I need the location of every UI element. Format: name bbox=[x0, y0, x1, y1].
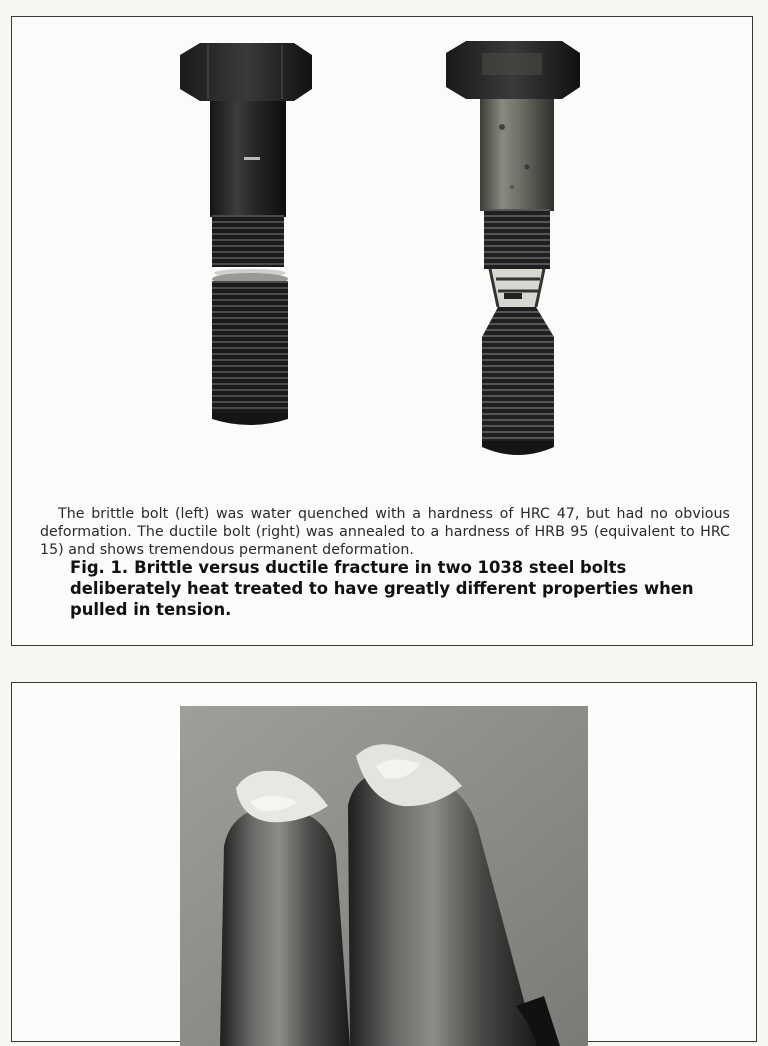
ductile-bolt bbox=[446, 41, 580, 455]
fractured-specimens-image bbox=[180, 706, 588, 1046]
figure-1-label: Fig. 1. bbox=[70, 558, 129, 577]
figure-1-photo bbox=[12, 17, 752, 487]
figure-2 bbox=[11, 682, 757, 1042]
brittle-bolt bbox=[180, 43, 312, 425]
figure-1-caption: The brittle bolt (left) was water quenched with a hardness of HRC 47, but had no obvious deformation. The ductile bolt (right) was annealed to a hardness of HRB 95 (equivalent to HRC 15) and shows tremendous permanent deformation. bbox=[40, 506, 730, 559]
figure-2-photo bbox=[180, 706, 588, 1046]
figure-1 bbox=[11, 16, 753, 646]
figure-1-title bbox=[70, 557, 720, 620]
figure-1-title-text: Brittle versus ductile fracture in two 1038 steel bolts deliberately heat treated to have greatly different properties when pulled in tension. bbox=[70, 558, 694, 619]
